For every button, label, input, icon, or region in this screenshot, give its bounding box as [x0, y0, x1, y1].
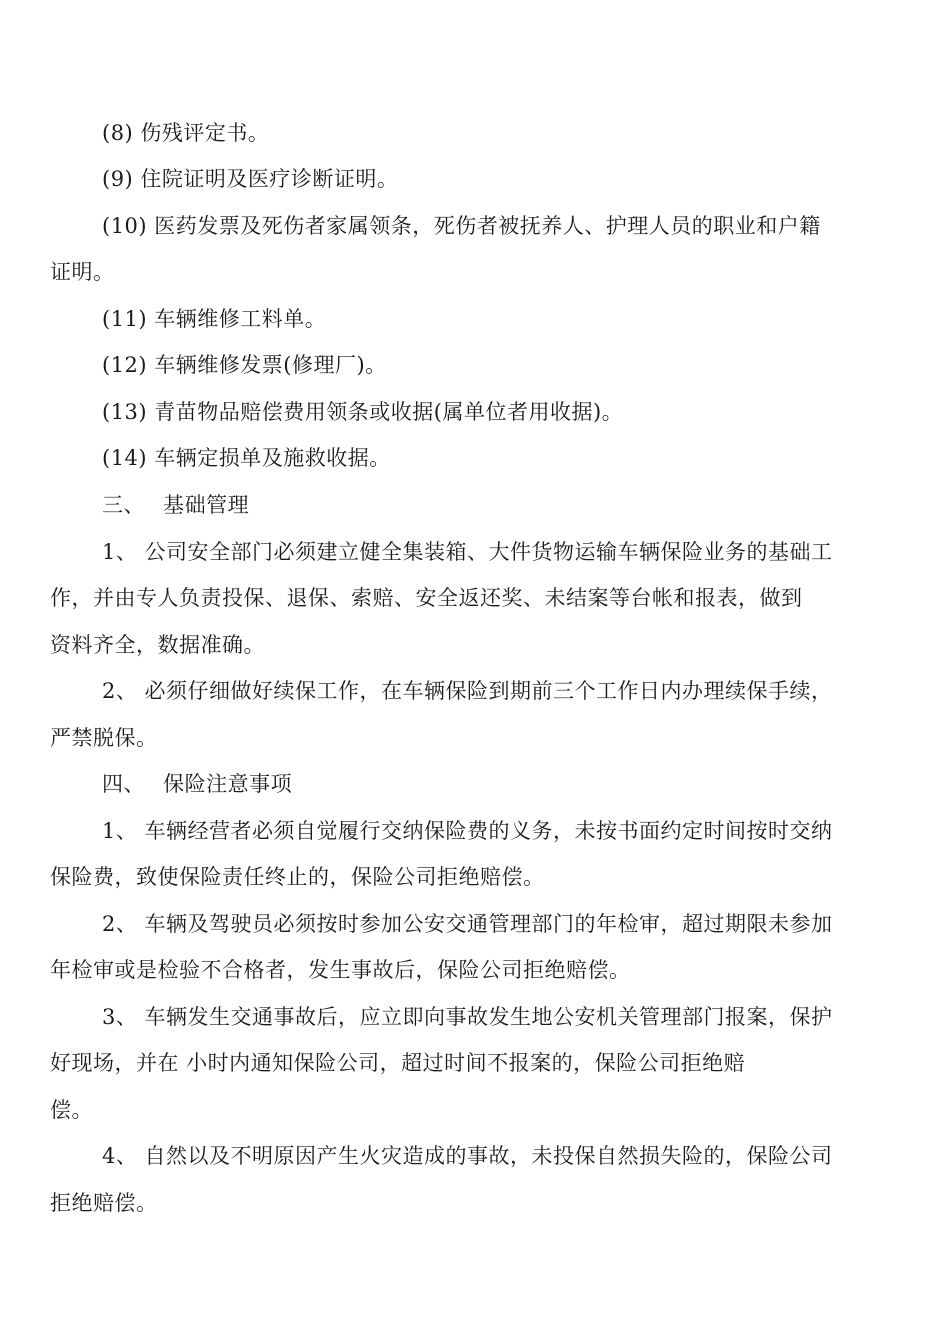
paragraph-4-1-line-2: 保险费，致使保险责任终止的，保险公司拒绝赔偿。 [50, 865, 545, 889]
section-heading-3: 三、 基础管理 [102, 493, 250, 517]
paragraph-3-1: 1、 公司安全部门必须建立健全集装箱、大件货物运输车辆保险业务的基础工 [102, 540, 833, 564]
list-item-13: (13) 青苗物品赔偿费用领条或收据(属单位者用收据)。 [102, 400, 624, 424]
paragraph-4-4: 4、 自然以及不明原因产生火灾造成的事故，未投保自然损失险的，保险公司 [102, 1144, 833, 1168]
paragraph-4-1: 1、 车辆经营者必须自觉履行交纳保险费的义务，未按书面约定时间按时交纳 [102, 819, 833, 843]
paragraph-4-2-line-2: 年检审或是检验不合格者，发生事故后，保险公司拒绝赔偿。 [50, 958, 631, 982]
list-item-10-continued: 证明。 [50, 260, 115, 284]
paragraph-3-2: 2、 必须仔细做好续保工作，在车辆保险到期前三个工作日内办理续保手续， [102, 679, 833, 703]
list-item-8: (8) 伤残评定书。 [102, 121, 270, 145]
paragraph-4-3-line-3: 偿。 [50, 1098, 93, 1122]
paragraph-4-4-line-2: 拒绝赔偿。 [50, 1191, 158, 1215]
section-heading-4: 四、 保险注意事项 [102, 772, 293, 796]
list-item-11: (11) 车辆维修工料单。 [102, 307, 327, 331]
paragraph-4-3: 3、 车辆发生交通事故后，应立即向事故发生地公安机关管理部门报案，保护 [102, 1005, 833, 1029]
paragraph-4-2: 2、 车辆及驾驶员必须按时参加公安交通管理部门的年检审，超过期限未参加 [102, 912, 833, 936]
paragraph-3-1-line-2: 作，并由专人负责投保、退保、索赔、安全返还奖、未结案等台帐和报表，做到 [50, 586, 803, 610]
paragraph-3-2-line-2: 严禁脱保。 [50, 726, 158, 750]
list-item-12: (12) 车辆维修发票(修理厂)。 [102, 353, 387, 377]
list-item-14: (14) 车辆定损单及施救收据。 [102, 446, 391, 470]
paragraph-3-1-line-3: 资料齐全，数据准确。 [50, 633, 265, 657]
list-item-9: (9) 住院证明及医疗诊断证明。 [102, 167, 399, 191]
paragraph-4-3-line-2: 好现场，并在 小时内通知保险公司，超过时间不报案的，保险公司拒绝赔 [50, 1051, 746, 1075]
list-item-10: (10) 医药发票及死伤者家属领条，死伤者被抚养人、护理人员的职业和户籍 [102, 214, 821, 238]
